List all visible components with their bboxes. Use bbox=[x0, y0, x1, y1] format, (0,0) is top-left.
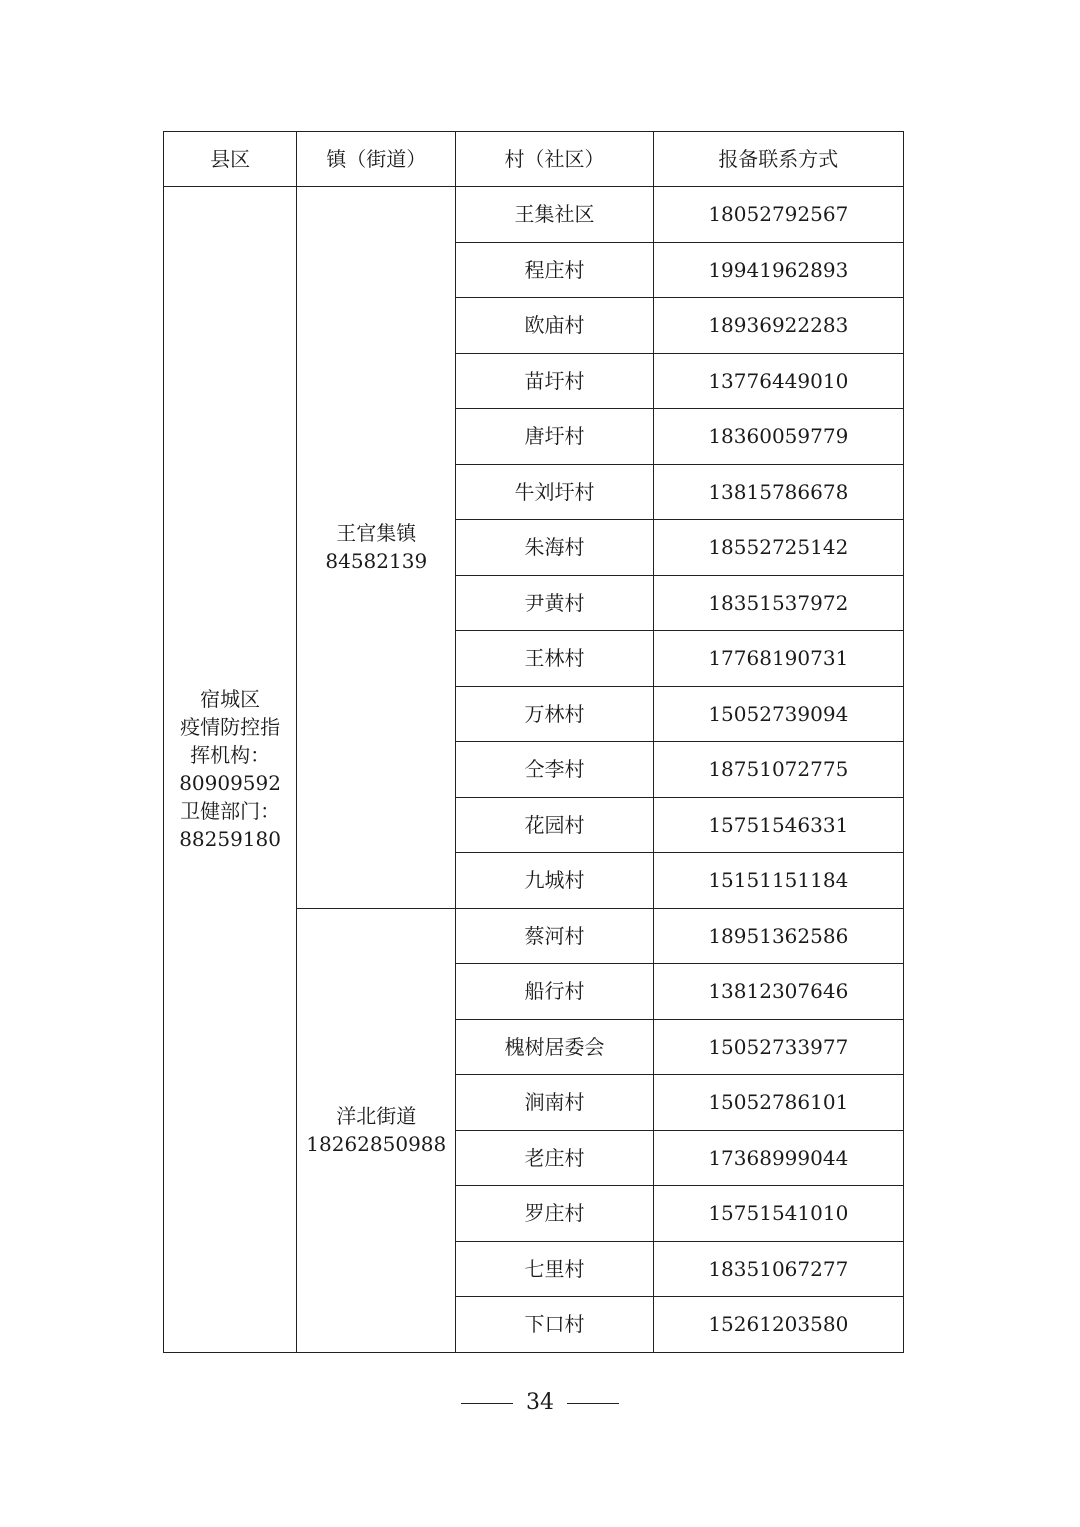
village-phone: 18360059779 bbox=[653, 409, 903, 465]
table-row bbox=[164, 187, 904, 243]
village-name: 苗圩村 bbox=[456, 353, 653, 409]
village-name: 仝李村 bbox=[456, 742, 653, 798]
table-header-row bbox=[164, 132, 904, 187]
village-name: 王集社区 bbox=[456, 187, 653, 243]
county-line: 宿城区 bbox=[200, 687, 261, 712]
village-phone: 18351537972 bbox=[653, 575, 903, 631]
village-phone: 13815786678 bbox=[653, 464, 903, 520]
village-name: 蔡河村 bbox=[456, 908, 653, 964]
village-phone: 18351067277 bbox=[653, 1241, 903, 1297]
town-name: 王官集镇 bbox=[336, 521, 417, 546]
town-phone: 18262850988 bbox=[306, 1132, 447, 1156]
page-number bbox=[0, 1388, 1080, 1418]
town-cell bbox=[297, 187, 456, 909]
village-phone: 18052792567 bbox=[653, 187, 903, 243]
village-name: 下口村 bbox=[456, 1297, 653, 1353]
village-phone: 15261203580 bbox=[653, 1297, 903, 1353]
county-line: 88259180 bbox=[179, 827, 281, 852]
village-name: 朱海村 bbox=[456, 520, 653, 576]
village-name: 欧庙村 bbox=[456, 298, 653, 354]
village-name: 王林村 bbox=[456, 631, 653, 687]
header-contact: 报备联系方式 bbox=[653, 132, 903, 187]
village-name: 万林村 bbox=[456, 686, 653, 742]
village-name: 花园村 bbox=[456, 797, 653, 853]
village-name: 唐圩村 bbox=[456, 409, 653, 465]
village-name: 老庄村 bbox=[456, 1130, 653, 1186]
county-line: 卫健部门： bbox=[180, 799, 281, 824]
village-name: 槐树居委会 bbox=[456, 1019, 653, 1075]
village-name: 牛刘圩村 bbox=[456, 464, 653, 520]
village-name: 程庄村 bbox=[456, 242, 653, 298]
village-phone: 15151151184 bbox=[653, 853, 903, 909]
county-line: 疫情防控指 bbox=[180, 715, 281, 740]
village-phone: 17768190731 bbox=[653, 631, 903, 687]
village-phone: 18936922283 bbox=[653, 298, 903, 354]
page-number-left-dash bbox=[461, 1403, 513, 1404]
county-cell bbox=[164, 187, 297, 1353]
village-phone: 15052733977 bbox=[653, 1019, 903, 1075]
village-name: 船行村 bbox=[456, 964, 653, 1020]
header-county: 县区 bbox=[164, 132, 297, 187]
county-line: 挥机构： bbox=[190, 743, 271, 768]
village-phone: 18951362586 bbox=[653, 908, 903, 964]
village-phone: 15052739094 bbox=[653, 686, 903, 742]
county-line: 80909592 bbox=[179, 771, 281, 796]
village-name: 九城村 bbox=[456, 853, 653, 909]
town-phone: 84582139 bbox=[325, 549, 428, 574]
header-village: 村（社区） bbox=[456, 132, 653, 187]
village-phone: 19941962893 bbox=[653, 242, 903, 298]
village-phone: 18552725142 bbox=[653, 520, 903, 576]
town-name: 洋北街道 bbox=[336, 1104, 417, 1128]
village-name: 罗庄村 bbox=[456, 1186, 653, 1242]
header-town: 镇（街道） bbox=[297, 132, 456, 187]
village-phone: 17368999044 bbox=[653, 1130, 903, 1186]
village-phone: 13776449010 bbox=[653, 353, 903, 409]
village-phone: 18751072775 bbox=[653, 742, 903, 798]
village-phone: 13812307646 bbox=[653, 964, 903, 1020]
contacts-table bbox=[163, 131, 904, 1353]
village-name: 尹黄村 bbox=[456, 575, 653, 631]
page-number-right-dash bbox=[567, 1403, 619, 1404]
town-cell bbox=[297, 908, 456, 1352]
village-name: 七里村 bbox=[456, 1241, 653, 1297]
village-phone: 15751541010 bbox=[653, 1186, 903, 1242]
village-name: 涧南村 bbox=[456, 1075, 653, 1131]
village-phone: 15751546331 bbox=[653, 797, 903, 853]
page-number-value: 34 bbox=[526, 1390, 554, 1415]
village-phone: 15052786101 bbox=[653, 1075, 903, 1131]
